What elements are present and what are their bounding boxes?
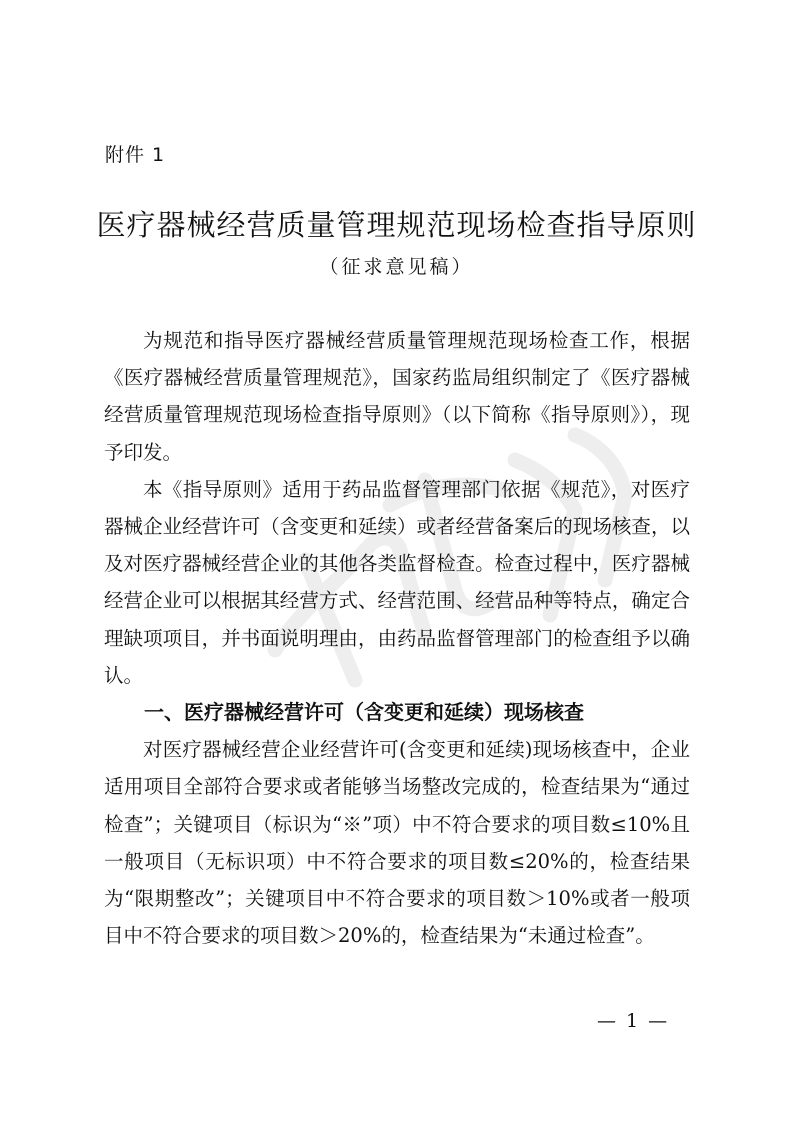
document-body: [104, 322, 690, 954]
section-heading: 一、医疗器械经营许可（含变更和延续）现场核查: [144, 700, 584, 725]
section-paragraph: 对医疗器械经营企业经营许可(含变更和延续)现场核查中，企业适用项目全部符合要求或者能够当场整改完成的，检查结果为“通过检查”；关键项目（标识为“※”项）中不符合要求的项目数≤10%且一般项目（无标识项）中不符合要求的项目数≤20%的，检查结果为“限期整改”；关键项目中不符合要求的项目数＞10%或者一般项目中不符合要求的项目数＞20%的，检查结果为“未通过检查”。: [104, 738, 690, 948]
body-paragraph-2: 本《指导原则》适用于药品监督管理部门依据《规范》，对医疗器械企业经营许可（含变更和延续）或者经营备案后的现场核查，以及对医疗器械经营企业的其他各类监督检查。检查过程中，医疗器械经营企业可以根据其经营方式、经营范围、经营品种等特点，确定合理缺项项目，并书面说明理由，由药品监督管理部门的检查组予以确认。: [104, 477, 690, 687]
body-paragraph-1: 为规范和指导医疗器械经营质量管理规范现场检查工作，根据《医疗器械经营质量管理规范》，国家药监局组织制定了《医疗器械经营质量管理规范现场检查指导原则》（以下简称《指导原则》），现予印发。: [104, 329, 690, 464]
document-title: 医疗器械经营质量管理规范现场检查指导原则: [96, 208, 697, 242]
attachment-label: 附件 1: [105, 144, 166, 166]
page-number: — 1 —: [597, 1010, 670, 1032]
document-subtitle: （征求意见稿）: [319, 256, 474, 278]
